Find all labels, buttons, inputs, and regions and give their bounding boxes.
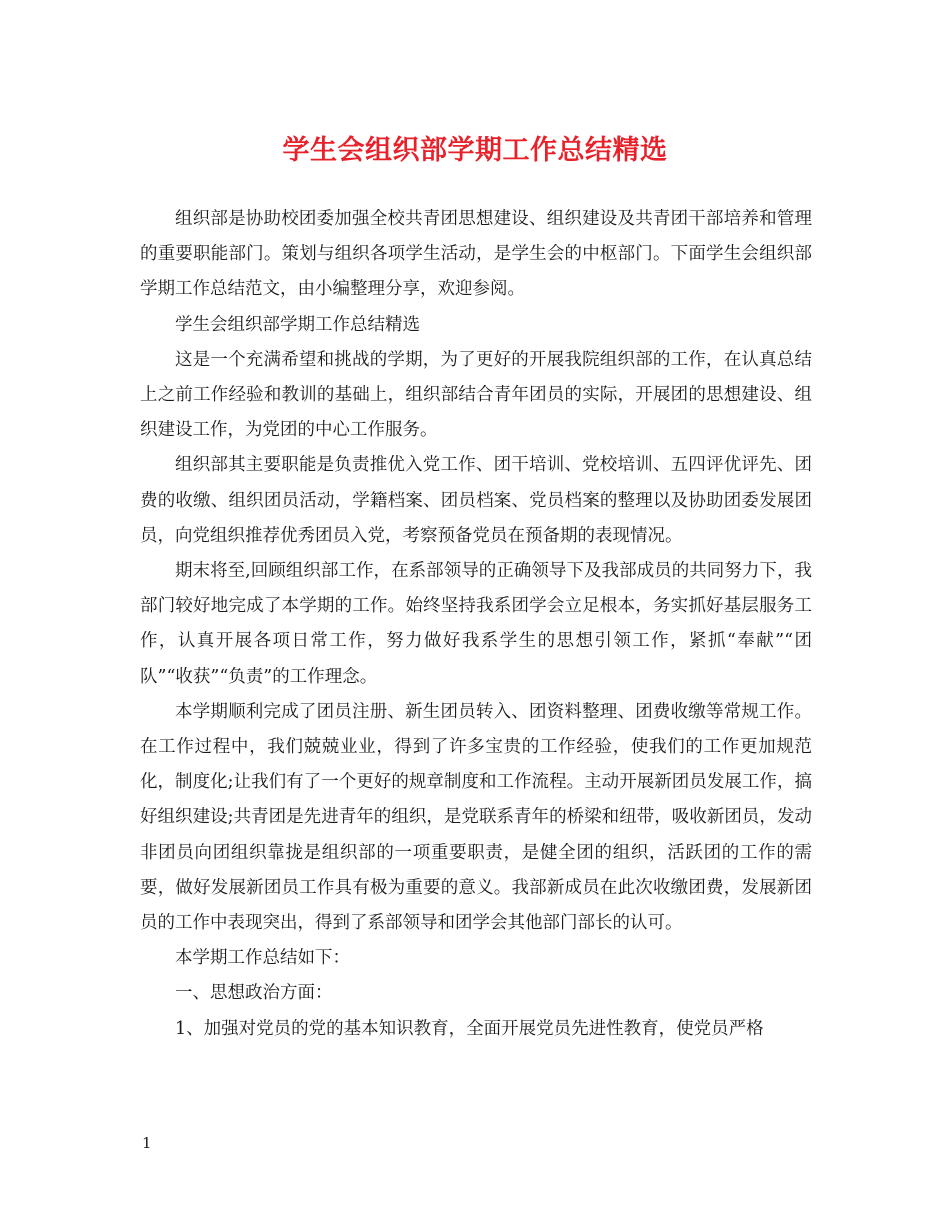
paragraph-review: 期末将至,回顾组织部工作，在系部领导的正确领导下及我部成员的共同努力下，我部门较好地完成了本学期的工作。始终坚持我系团学会立足根本，务实抓好基层服务工作，认真开展各项日常工作，努力做好我系学生的思想引领工作，紧抓“奉献”“团队”“收获”“负责”的工作理念。: [140, 561, 812, 687]
page-number: 1: [142, 1134, 152, 1152]
paragraph-subtitle: 学生会组织部学期工作总结精选: [175, 314, 420, 335]
document-title: 学生会组织部学期工作总结精选: [282, 135, 668, 166]
document-body: [140, 202, 812, 1047]
paragraph-summary-intro: 本学期工作总结如下：: [175, 948, 350, 969]
section-heading-ideology: 一、思想政治方面：: [175, 983, 333, 1004]
paragraph-achievements: 本学期顺利完成了团员注册、新生团员转入、团资料整理、团费收缴等常规工作。在工作过程中，我们兢兢业业，得到了许多宝贵的工作经验，使我们的工作更加规范化，制度化;让我们有了一个更好的规章制度和工作流程。主动开展新团员发展工作，搞好组织建设;共青团是先进青年的组织，是党联系青年的桥梁和纽带，吸收新团员，发动非团员向团组织靠拢是组织部的一项重要职责，是健全团的组织，活跃团的工作的需要，做好发展新团员工作具有极为重要的意义。我部新成员在此次收缴团费，发展新团员的工作中表现突出，得到了系部领导和团学会其他部门部长的认可。: [140, 701, 812, 934]
paragraph-intro: 组织部是协助校团委加强全校共青团思想建设、组织建设及共青团干部培养和管理的重要职能部门。策划与组织各项学生活动，是学生会的中枢部门。下面学生会组织部学期工作总结范文，由小编整理分享，欢迎参阅。: [140, 209, 812, 300]
list-item-1: 1、加强对党员的党的基本知识教育，全面开展党员先进性教育，使党员严格: [175, 1018, 764, 1039]
paragraph-challenge: 这是一个充满希望和挑战的学期，为了更好的开展我院组织部的工作，在认真总结上之前工作经验和教训的基础上，组织部结合青年团员的实际，开展团的思想建设、组织建设工作，为党团的中心工作服务。: [140, 349, 812, 441]
paragraph-duties: 组织部其主要职能是负责推优入党工作、团干培训、党校培训、五四评优评先、团费的收缴、组织团员活动，学籍档案、团员档案、党员档案的整理以及协助团委发展团员，向党组织推荐优秀团员入党，考察预备党员在预备期的表现情况。: [140, 455, 812, 546]
